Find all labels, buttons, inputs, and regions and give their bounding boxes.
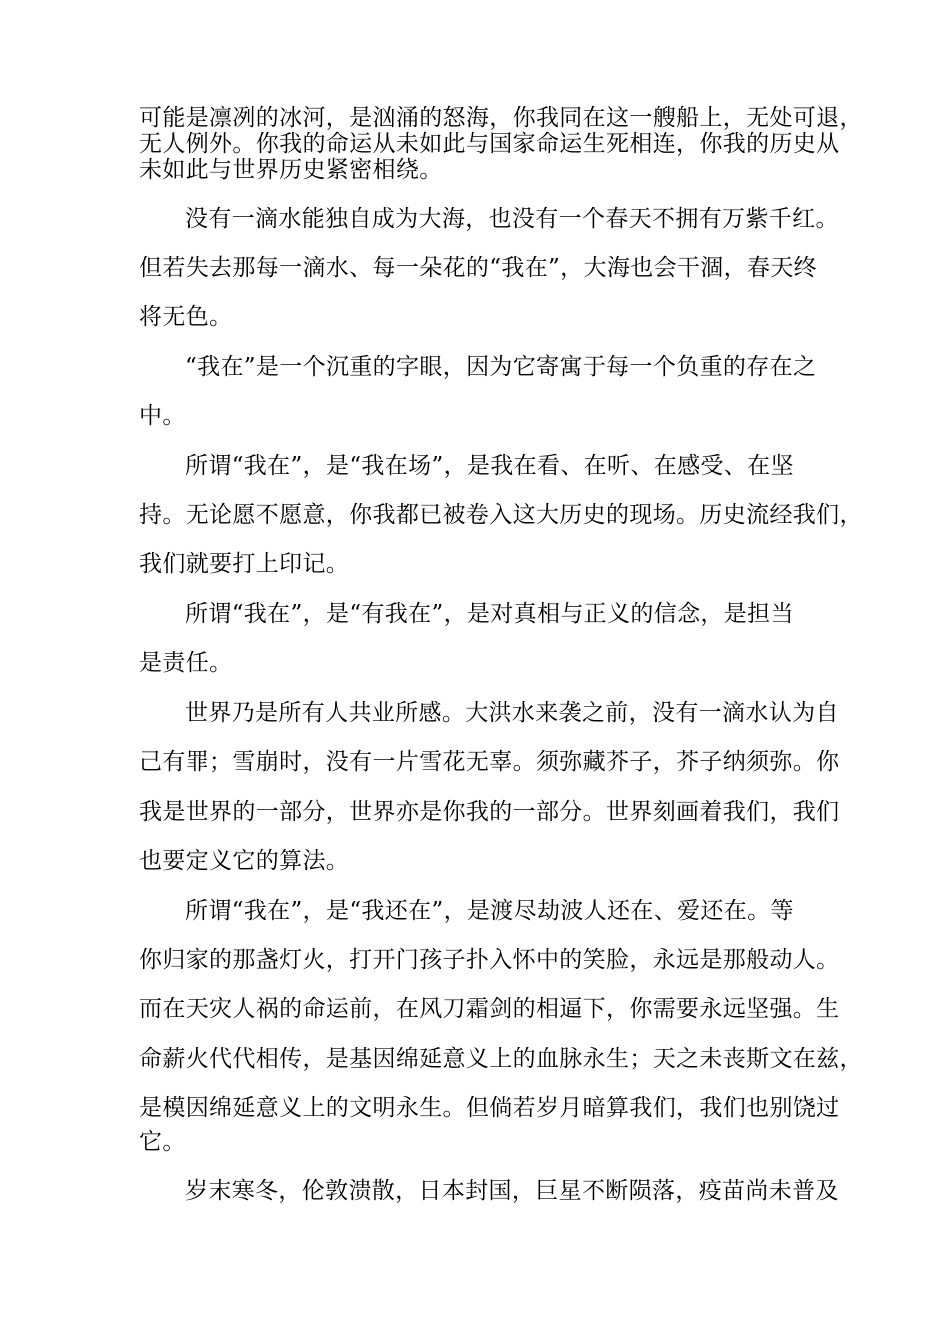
text-line: 无人例外。你我的命运从未如此与国家命运生死相连，你我的历史从 [139,131,840,157]
text-line: 是责任。 [139,650,233,676]
text-line: 你归家的那盏灯火，打开门孩子扑入怀中的笑脸，永远是那般动人。 [139,947,840,973]
text-line: 命薪火代代相传，是基因绵延意义上的血脉永生；天之未丧斯文在兹， [139,1046,863,1072]
text-line: 所谓“我在”，是“我还在”，是渡尽劫波人还在、爱还在。等 [185,898,794,924]
text-line: 未如此与世界历史紧密相绕。 [139,157,443,183]
text-line: 世界乃是所有人共业所感。大洪水来袭之前，没有一滴水认为自 [185,700,839,726]
text-line: 所谓“我在”，是“有我在”，是对真相与正义的信念，是担当 [185,601,794,627]
text-line: 但若失去那每一滴水、每一朵花的“我在”，大海也会干涸，春天终 [139,255,818,281]
text-line: 岁末寒冬，伦敦溃散，日本封国，巨星不断陨落，疫苗尚未普及 [185,1178,839,1204]
text-line: 所谓“我在”，是“我在场”，是我在看、在听、在感受、在坚 [185,453,794,479]
text-line: 没有一滴水能独自成为大海，也没有一个春天不拥有万紫千红。 [185,206,839,232]
text-line: 中。 [139,403,186,429]
text-line: 它。 [139,1129,186,1155]
text-line: 己有罪；雪崩时，没有一片雪花无辜。须弥藏芥子，芥子纳须弥。你 [139,749,840,775]
text-line: 也要定义它的算法。 [139,848,350,874]
text-line: 将无色。 [139,304,233,330]
text-line: 持。无论愿不愿意，你我都已被卷入这大历史的现场。历史流经我们， [139,502,863,528]
text-line: “我在”是一个沉重的字眼，因为它寄寓于每一个负重的存在之 [185,354,817,380]
text-line: 可能是凛冽的冰河，是汹涌的怒海，你我同在这一艘船上，无处可退， [139,105,863,131]
text-line: 我们就要打上印记。 [139,551,350,577]
text-line: 而在天灾人祸的命运前，在风刀霜剑的相逼下，你需要永远坚强。生 [139,996,840,1022]
text-line: 是模因绵延意义上的文明永生。但倘若岁月暗算我们，我们也别饶过 [139,1095,840,1121]
text-line: 我是世界的一部分，世界亦是你我的一部分。世界刻画着我们，我们 [139,799,840,825]
